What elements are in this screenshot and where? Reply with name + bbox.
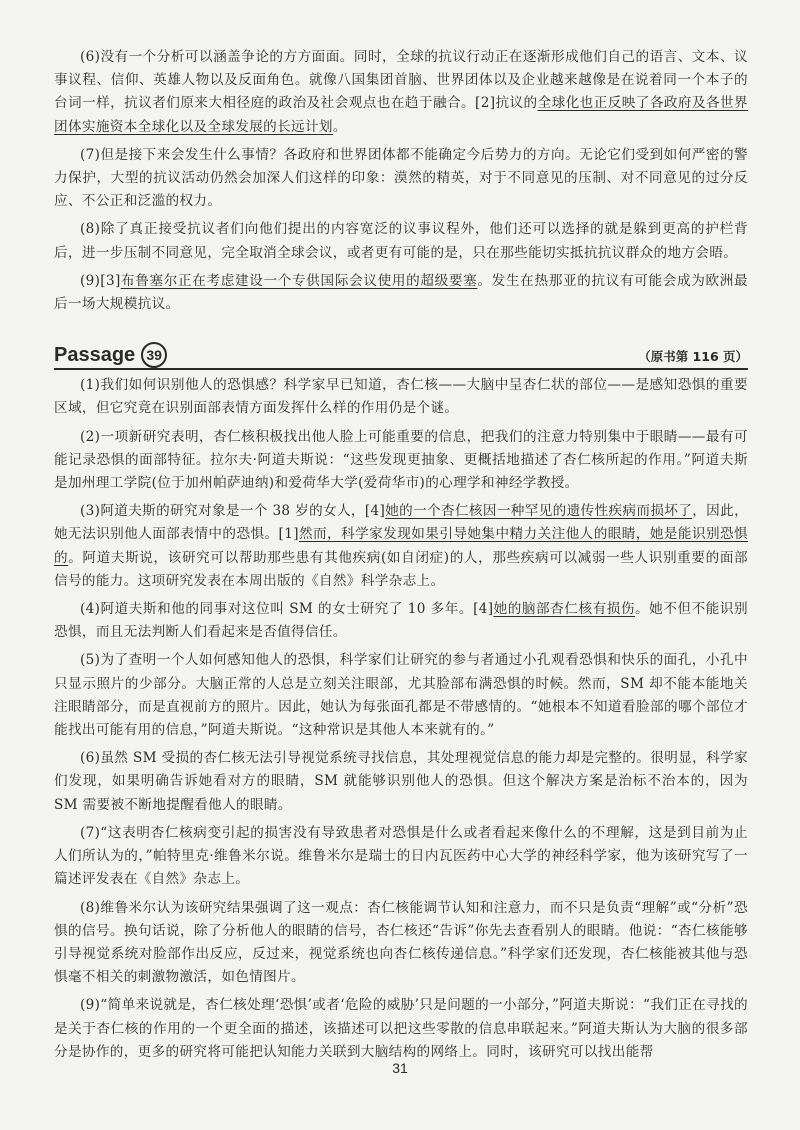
text-run: 。她不但不能识别恐惧，而且无法判断人们看起来是否值得信任。 bbox=[54, 601, 748, 641]
paragraph-prev-9 bbox=[54, 270, 748, 316]
paragraph-3 bbox=[54, 500, 748, 593]
paragraph-1: (1)我们如何识别他人的恐惧感？科学家早已知道，杏仁核——大脑中呈杏仁状的部位——是感知恐惧的重要区域，但它究竟在识别面部表情方面发挥什么样的作用仍是个谜。 bbox=[54, 377, 748, 417]
source-page-reference: （原书第 116 页） bbox=[638, 349, 748, 365]
text-run: (9)[3] bbox=[80, 272, 121, 289]
paragraph-5: (5)为了查明一个人如何感知他人的恐惧，科学家们让研究的参与者通过小孔观看恐惧和快乐的面孔，小孔中只显示照片的少部分。大脑正常的人总是立刻关注眼部，尤其脸部布满恐惧的时候。然而，SM 却不能本能地关注眼睛部分，而是直视前方的照片。因此，她认为每张面孔都是不带感情的。“她根本不知道看脸部的哪个部位才能找出可能有用的信息，”阿道夫斯说。“这种常识是其他人本来就有的。” bbox=[54, 652, 748, 739]
text-run: (6)没有一个分析可以涵盖争论的方方面面。同时，全球的抗议行动正在逐渐形成他们自己的语言、文本、议事议程、信仰、英雄人物以及反面角色。就像八国集团首脑、世界团体以及企业越来越像是在说着同一个本子的台词一样，抗议者们原来大相径庭的政治及社会观点也在趋于融合。[2]抗议的 bbox=[54, 49, 748, 112]
text-run: (4)阿道夫斯和他的同事对这位叫 SM 的女士研究了 10 多年。[4] bbox=[80, 601, 494, 618]
paragraph-8: (8)维鲁米尔认为该研究结果强调了这一观点：杏仁核能调节认知和注意力，而不只是负责“理解”或“分析”恐惧的信号。换句话说，除了分析他人的眼睛的信号，杏仁核还“告诉”你先去查看别人的眼睛。他说：“杏仁核能够引导视觉系统对脸部作出反应，反过来，视觉系统也向杏仁核传递信息。”科学家们还发现，杏仁核能被其他与恐惧毫不相关的刺激物激活，如色情图片。 bbox=[54, 899, 748, 986]
paragraph-prev-8: (8)除了真正接受抗议者们向他们提出的内容宽泛的议事议程外，他们还可以选择的就是躲到更高的护栏背后，进一步压制不同意见，完全取消全球会议，或者更有可能的是，只在那些能切实抵抗抗议群众的地方会晤。 bbox=[54, 221, 748, 261]
paragraph-9: (9)“简单来说就是，杏仁核处理‘恐惧’或者‘危险的威胁’只是问题的一小部分，”阿道夫斯说：“我们正在寻找的是关于杏仁核的作用的一个更全面的描述，该描述可以把这些零散的信息串联起来。”阿道夫斯认为大脑的很多部分是协作的，更多的研究将可能把认知能力关联到大脑结构的网络上。同时，该研究可以找出能帮 bbox=[54, 997, 748, 1060]
underlined-text: 她的一个杏仁核因一种罕见的遗传性疾病而损坏了 bbox=[385, 503, 693, 520]
passage-label: Passage bbox=[54, 344, 136, 367]
paragraph-6: (6)虽然 SM 受损的杏仁核无法引导视觉系统寻找信息，其处理视觉信息的能力却是完整的。很明显，科学家们发现，如果明确告诉她看对方的眼睛，SM 就能够识别他人的恐惧。但这个解决方案是治标不治本的，因为 SM 需要被不断地提醒看他人的眼睛。 bbox=[54, 750, 748, 813]
text-run: 。发生在热那亚的抗议有可能会成为欧洲最后一场大规模抗议。 bbox=[54, 272, 748, 313]
text-run: ，因此，她无法识别他人面部表情中的恐惧。[1] bbox=[54, 503, 749, 543]
paragraph-7: (7)“这表明杏仁核病变引起的损害没有导致患者对恐惧是什么或者看起来像什么的不理解，这是到目前为止人们所认为的，”帕特里克·维鲁米尔说。维鲁米尔是瑞士的日内瓦医药中心大学的神经科学家，他为该研究写了一篇述评发表在《自然》杂志上。 bbox=[54, 824, 748, 888]
underlined-text: 布鲁塞尔正在考虑建设一个专供国际会议使用的超级要塞 bbox=[120, 272, 478, 289]
underlined-text: 然而，科学家发现如果引导她集中精力关注他人的眼睛，她是能识别恐惧的 bbox=[54, 526, 748, 566]
underlined-text: 全球化也正反映了各政府及各世界团体实施资本全球化以及全球发展的长远计划 bbox=[54, 95, 748, 135]
passage-header bbox=[54, 340, 748, 370]
page-number: 31 bbox=[392, 1060, 408, 1076]
paragraph-prev-6 bbox=[54, 46, 748, 139]
text-run: 。阿道夫斯说，该研究可以帮助那些患有其他疾病(如自闭症)的人，那些疾病可以减弱一些人识别重要的面部信号的能力。这项研究发表在本周出版的《自然》科学杂志上。 bbox=[54, 549, 748, 589]
text-run: (3)阿道夫斯的研究对象是一个 38 岁的女人，[4] bbox=[80, 503, 386, 520]
underlined-text: 她的脑部杏仁核有损伤 bbox=[493, 601, 636, 618]
passage-title bbox=[54, 342, 167, 368]
paragraph-2: (2)一项新研究表明，杏仁核积极找出他人脸上可能重要的信息，把我们的注意力特别集中于眼睛——最有可能记录恐惧的面部特征。拉尔夫·阿道夫斯说：“这些发现更抽象、更概括地描述了杏仁核所起的作用。”阿道夫斯是加州理工学院(位于加州帕萨迪纳)和爱荷华大学(爱荷华市)的心理学和神经学教授。 bbox=[54, 428, 748, 492]
paragraph-prev-7: (7)但是接下来会发生什么事情？各政府和世界团体都不能确定今后势力的方向。无论它们受到如何严密的警力保护，大型的抗议活动仍然会加深人们这样的印象：漠然的精英，对于不同意见的压制、对不同意见的过分反应、不公正和泛滥的权力。 bbox=[54, 146, 748, 210]
text-run: 。 bbox=[332, 118, 347, 135]
paragraph-4 bbox=[54, 598, 748, 644]
passage-number-badge: 39 bbox=[141, 342, 167, 368]
